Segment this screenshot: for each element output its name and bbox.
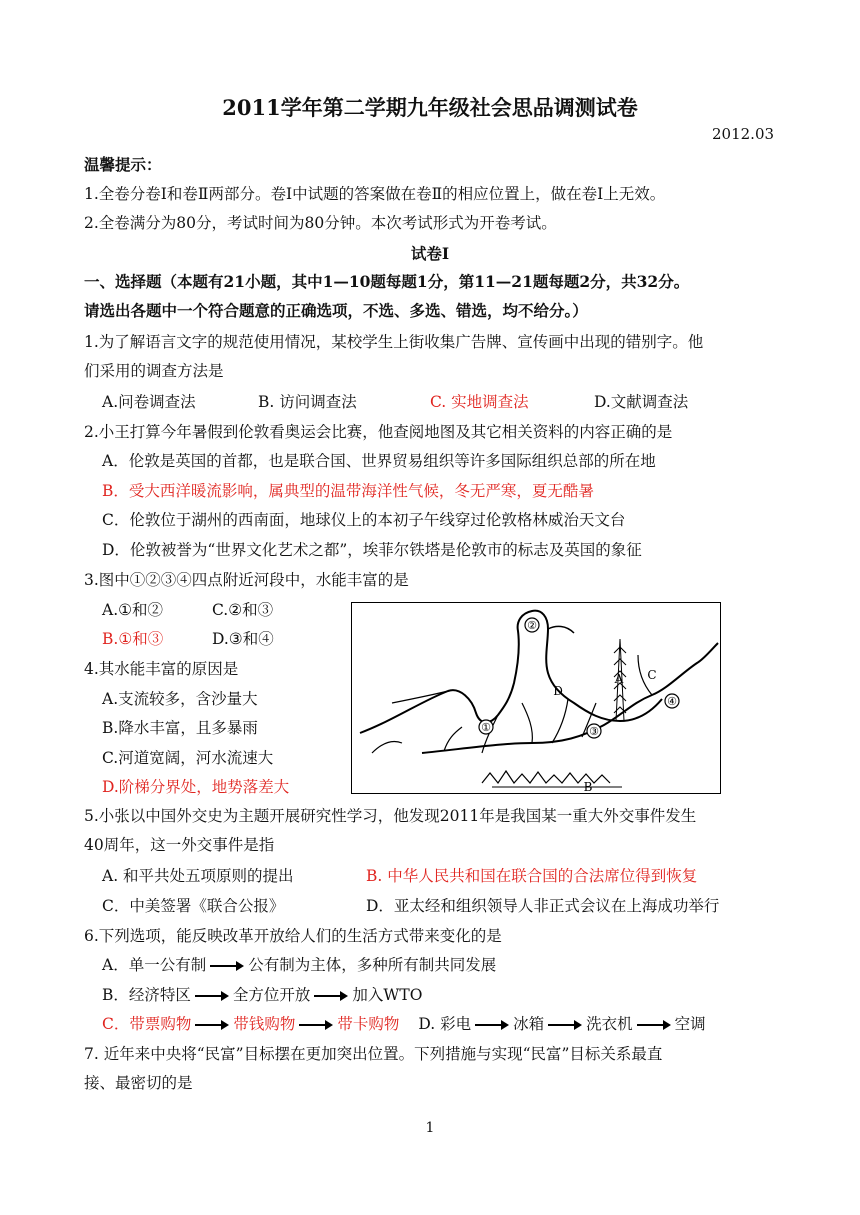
option-c-answer xyxy=(102,1015,399,1033)
option-a: A．伦敦是英国的首都，也是联合国、世界贸易组织等许多国际组织总部的所在地 xyxy=(102,452,656,470)
option-c: C．中美签署《联合公报》 xyxy=(102,897,285,915)
option-a: A.①和② xyxy=(102,601,164,619)
page-number: 1 xyxy=(425,1120,435,1136)
option-a: A. 和平共处五项原则的提出 xyxy=(102,867,294,885)
section-heading: 请选出各题中一个符合题意的正确选项，不选、多选、错选，均不给分。） xyxy=(84,301,588,320)
question-stem: 1.为了解语言文字的规范使用情况，某校学生上街收集广告牌、宣传画中出现的错别字。他 xyxy=(84,333,704,351)
option-c: C．伦敦位于湖州的西南面，地球仪上的本初子午线穿过伦敦格林威治天文台 xyxy=(102,511,626,529)
map-label-c: C xyxy=(647,668,657,682)
arrow-right-icon xyxy=(210,961,244,971)
map-label-a: A xyxy=(614,672,624,686)
map-label-b: B xyxy=(583,780,593,792)
arrow-right-icon xyxy=(475,1020,509,1030)
river-map-drawing xyxy=(352,603,719,792)
option-c-answer: C. 实地调查法 xyxy=(430,393,529,411)
option-c: C.②和③ xyxy=(212,601,274,619)
option-a: A.问卷调查法 xyxy=(102,393,196,411)
option-c-d-row xyxy=(102,1014,706,1034)
option-d: D．伦敦被誉为“世界文化艺术之都”，埃菲尔铁塔是伦敦市的标志及英国的象征 xyxy=(102,541,642,559)
section-heading: 一、选择题（本题有21小题，其中1—10题每题1分，第11—21题每题2分，共32分。 xyxy=(84,272,690,291)
option-b-answer: B．受大西洋暖流影响，属典型的温带海洋性气候，冬无严寒，夏无酷暑 xyxy=(102,482,594,500)
notice-heading: 温馨提示： xyxy=(84,155,162,174)
arrow-right-icon xyxy=(195,991,229,1001)
option-d-part: 空调 xyxy=(674,1015,706,1033)
notice-item: 1.全卷分卷Ⅰ和卷Ⅱ两部分。卷Ⅰ中试题的答案做在卷Ⅱ的相应位置上，做在卷Ⅰ上无效。 xyxy=(84,185,666,203)
option-d-part: 冰箱 xyxy=(513,1015,545,1033)
question-stem: 5.小张以中国外交史为主题开展研究性学习，他发现2011年是我国某一重大外交事件发生 xyxy=(84,807,697,825)
option-b: B.降水丰富，且多暴雨 xyxy=(102,719,258,737)
arrow-right-icon xyxy=(314,991,348,1001)
question-stem: 3.图中①②③④四点附近河段中，水能丰富的是 xyxy=(84,571,409,589)
option-b: B. 访问调查法 xyxy=(258,393,357,411)
question-stem: 4.其水能丰富的原因是 xyxy=(84,660,239,678)
option-d xyxy=(418,1015,705,1033)
question-stem: 接、最密切的是 xyxy=(84,1074,193,1092)
map-point-2: ② xyxy=(527,619,537,632)
option-c: C.河道宽阔，河水流速大 xyxy=(102,749,274,767)
option-d: D.文献调查法 xyxy=(594,393,689,411)
option-c-part: 带钱购物 xyxy=(233,1015,296,1033)
option-a-part: A．单一公有制 xyxy=(102,956,207,974)
question-stem: 2.小王打算今年暑假到伦敦看奥运会比赛，他查阅地图及其它相关资料的内容正确的是 xyxy=(84,423,673,441)
map-point-1: ① xyxy=(481,721,491,734)
option-c-part: 带卡购物 xyxy=(337,1015,400,1033)
map-point-3: ③ xyxy=(589,725,599,738)
map-label-d: D xyxy=(553,684,563,698)
option-a-part: 公有制为主体，多种所有制共同发展 xyxy=(248,956,497,974)
option-b-part: 全方位开放 xyxy=(232,986,311,1004)
map-point-4: ④ xyxy=(667,695,677,708)
option-a: A.支流较多，含沙量大 xyxy=(102,690,258,708)
question-stem: 7. 近年来中央将“民富”目标摆在更加突出位置。下列措施与实现“民富”目标关系最直 xyxy=(84,1045,663,1063)
arrow-right-icon xyxy=(548,1020,582,1030)
option-b-part: B．经济特区 xyxy=(102,986,191,1004)
option-d-answer: D.阶梯分界处，地势落差大 xyxy=(102,778,290,796)
option-a xyxy=(102,955,496,975)
option-b xyxy=(102,985,422,1005)
exam-date: 2012.03 xyxy=(712,125,775,143)
question-stem: 40周年，这一外交事件是指 xyxy=(84,836,275,854)
section-title: 试卷Ⅰ xyxy=(410,244,450,263)
option-d-part: D. 彩电 xyxy=(418,1015,472,1033)
arrow-right-icon xyxy=(299,1020,333,1030)
page-title: 2011学年第二学期九年级社会思品调测试卷 xyxy=(222,95,638,120)
question-stem: 们采用的调查方法是 xyxy=(84,362,224,380)
question-stem: 6.下列选项，能反映改革开放给人们的生活方式带来变化的是 xyxy=(84,927,502,945)
option-d-part: 洗衣机 xyxy=(586,1015,633,1033)
option-b-part: 加入WTO xyxy=(352,986,423,1004)
option-c-part: C．带票购物 xyxy=(102,1015,192,1033)
arrow-right-icon xyxy=(195,1020,229,1030)
river-map xyxy=(351,602,721,794)
option-b-answer: B. 中华人民共和国在联合国的合法席位得到恢复 xyxy=(366,867,698,885)
option-b-answer: B.①和③ xyxy=(102,630,164,648)
option-d: D．亚太经和组织领导人非正式会议在上海成功举行 xyxy=(366,897,720,915)
arrow-right-icon xyxy=(637,1020,671,1030)
option-d: D.③和④ xyxy=(212,630,274,648)
notice-item: 2.全卷满分为80分，考试时间为80分钟。本次考试形式为开卷考试。 xyxy=(84,214,557,232)
